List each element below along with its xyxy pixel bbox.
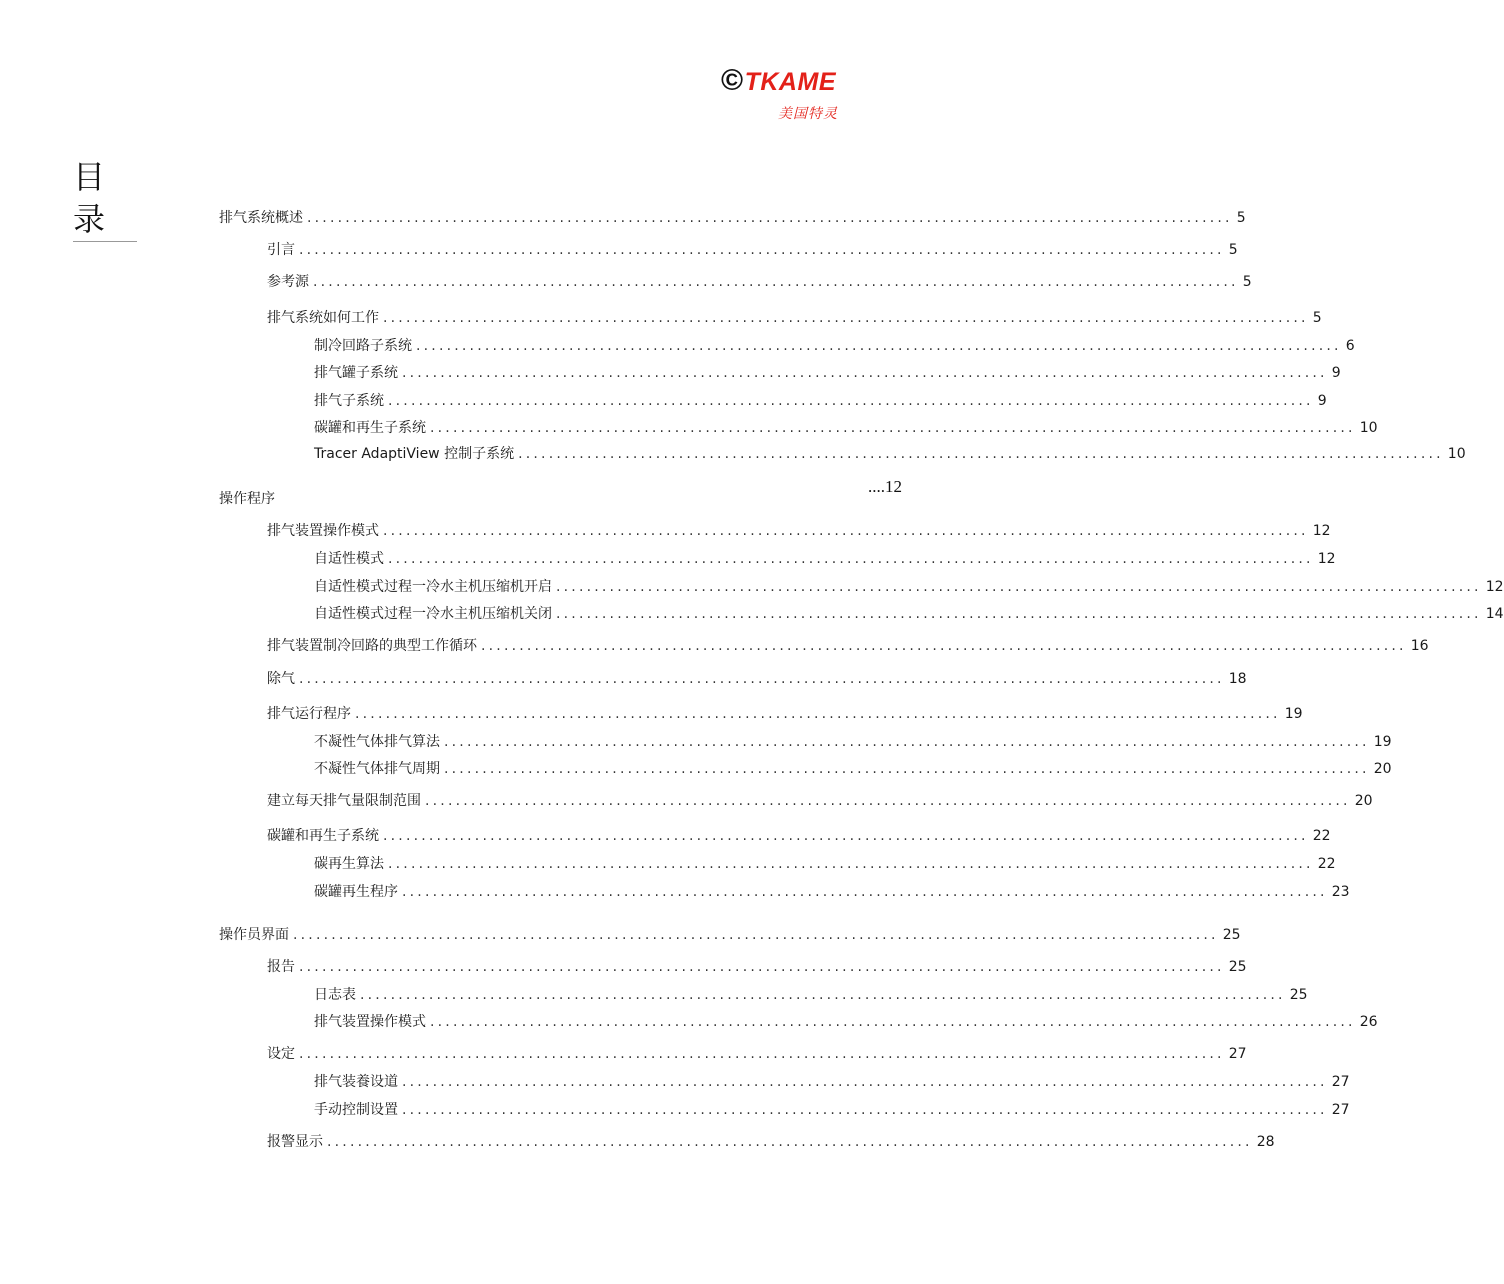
dot-leader: ......................................................................................................................... [299,1046,1225,1062]
toc-entry-label: Tracer AdaptiView 控制子系统 [314,446,515,462]
toc-entry-page: 9 [1331,365,1341,381]
dot-leader: ......................................................................................................................... [425,793,1351,809]
toc-entry-page: 5 [1236,210,1246,226]
toc-entry[interactable] [219,925,1241,945]
toc-entry-page: 28 [1256,1134,1275,1150]
toc-entry[interactable] [219,208,1246,228]
dot-leader: ......................................................................................................................... [388,856,1314,872]
toc-entry-page: 27 [1331,1074,1350,1090]
dot-leader: ......................................................................................................................... [307,210,1233,226]
toc-entry[interactable] [314,391,1327,411]
toc-entry-page: 12 [1317,551,1336,567]
dot-leader: ......................................................................................................................... [293,927,1219,943]
toc-entry-page: 25 [1228,959,1247,975]
dot-leader: ......................................................................................................................... [444,734,1370,750]
toc-entry-page: 14 [1485,606,1504,622]
toc-entry[interactable] [267,272,1252,292]
toc-entry-label: 碳罐和再生子系统 [314,420,426,436]
toc-entry-label: 排气系统如何工作 [267,310,379,326]
toc-entry-page: 6 [1345,338,1355,354]
dot-leader: ......................................................................................................................... [383,523,1309,539]
dot-leader: ......................................................................................................................... [430,1014,1356,1030]
stray-page-number: ....12 [868,477,902,496]
dot-leader: ......................................................................................................................... [402,1074,1328,1090]
toc-entry-label: 操作程序 [219,491,275,507]
dot-leader: ......................................................................................................................... [327,1134,1253,1150]
toc-entry[interactable] [267,521,1331,541]
toc-entry-label: 自适性模式过程一冷水主机压缩机开启 [314,579,552,595]
toc-entry-label: 参考源 [267,274,309,290]
toc-entry-page: 22 [1317,856,1336,872]
toc-entry-page: 18 [1228,671,1247,687]
toc-entry[interactable] [314,1100,1350,1120]
dot-leader: ......................................................................................................................... [388,393,1314,409]
toc-entry-page: 5 [1242,274,1252,290]
dot-leader: ......................................................................................................................... [402,365,1328,381]
toc-entry[interactable] [267,669,1247,689]
toc-entry-page: 22 [1312,828,1331,844]
toc-entry-label: 建立每天排气量限制范围 [267,793,421,809]
toc-entry[interactable] [267,636,1429,656]
dot-leader: ......................................................................................................................... [402,884,1328,900]
toc-entry[interactable] [267,957,1247,977]
toc-entry-page: 12 [1485,579,1504,595]
toc-entry-label: 不凝性气体排气算法 [314,734,440,750]
toc-entry[interactable] [314,759,1392,779]
dot-leader: ......................................................................................................................... [299,959,1225,975]
toc-entry[interactable] [314,732,1392,752]
toc-entry-page: 10 [1359,420,1378,436]
toc-entry-page: 16 [1410,638,1429,654]
toc-entry[interactable] [267,308,1322,328]
toc-entry[interactable] [314,882,1350,902]
dot-leader: ......................................................................................................................... [416,338,1342,354]
toc-entry-label: 排气罐子系统 [314,365,398,381]
toc-entry[interactable] [267,240,1238,260]
toc-entry-page: 20 [1373,761,1392,777]
dot-leader: ......................................................................................................................... [430,420,1356,436]
logo-mark [721,66,836,97]
toc-entry[interactable] [267,1132,1275,1152]
toc-entry-label: 排气装置操作模式 [314,1014,426,1030]
toc-entry-label: 报告 [267,959,295,975]
dot-leader: ......................................................................................................................... [360,987,1286,1003]
toc-entry-label: 排气子系统 [314,393,384,409]
toc-entry-label: 日志表 [314,987,356,1003]
dot-leader: ......................................................................................................................... [388,551,1314,567]
toc-entry-label: 操作员界面 [219,927,289,943]
toc-entry-label: 设定 [267,1046,295,1062]
toc-entry[interactable] [314,1012,1378,1032]
dot-leader: ......................................................................................................................... [402,1102,1328,1118]
toc-entry-page: 27 [1331,1102,1350,1118]
toc-entry-page: 19 [1284,706,1303,722]
logo-brand: TKAME [744,68,836,96]
toc-entry-page: 5 [1228,242,1238,258]
dot-leader: ......................................................................................................................... [556,606,1482,622]
toc-entry-page: 26 [1359,1014,1378,1030]
toc-entry[interactable] [314,363,1341,383]
toc-entry-label: 排气装養设道 [314,1074,398,1090]
dot-leader: ......................................................................................................................... [518,446,1444,462]
dot-leader: ......................................................................................................................... [481,638,1407,654]
dot-leader: ......................................................................................................................... [556,579,1482,595]
toc-entry-page: 12 [1312,523,1331,539]
toc-entry[interactable] [314,854,1336,874]
toc-entry-page: 5 [1312,310,1322,326]
toc-entry-page: 19 [1373,734,1392,750]
toc-entry[interactable] [267,1044,1247,1064]
toc-entry-label: 手动控制设置 [314,1102,398,1118]
toc-entry-label: 引言 [267,242,295,258]
dot-leader: ......................................................................................................................... [299,671,1225,687]
dot-leader: ......................................................................................................................... [299,242,1225,258]
copyright-symbol: © [721,64,744,97]
toc-entry-label: 排气装置操作模式 [267,523,379,539]
dot-leader: ......................................................................................................................... [313,274,1239,290]
dot-leader: ......................................................................................................................... [383,310,1309,326]
toc-entry-label: 排气系统概述 [219,210,303,226]
page-title: 目录 [73,156,137,242]
toc-entry-page: 27 [1228,1046,1247,1062]
toc-entry-page: 25 [1222,927,1241,943]
toc-entry-label: 自适性模式 [314,551,384,567]
dot-leader: ......................................................................................................................... [383,828,1309,844]
toc-entry[interactable] [314,418,1378,438]
toc-entry[interactable] [314,577,1504,597]
toc-entry-label: 排气装置制冷回路的典型工作循环 [267,638,477,654]
toc-entry[interactable] [314,985,1308,1005]
toc-entry-label: 碳罐再生程序 [314,884,398,900]
toc-entry-label: 除气 [267,671,295,687]
toc-entry[interactable] [314,1072,1350,1092]
toc-entry-label: 自适性模式过程一冷水主机压缩机关闭 [314,606,552,622]
toc-entry-label: 报警显示 [267,1134,323,1150]
toc-entry-label: 排气运行程序 [267,706,351,722]
toc-heading[interactable] [219,489,858,509]
toc-entry-label: 不凝性气体排气周期 [314,761,440,777]
dot-leader: ......................................................................................................................... [355,706,1281,722]
toc-entry-label: 碳再生算法 [314,856,384,872]
toc-entry-page: 20 [1354,793,1373,809]
dot-leader: ......................................................................................................................... [444,761,1370,777]
toc-entry[interactable] [267,704,1303,724]
logo-subtitle: 美国特灵 [778,106,838,122]
toc-entry[interactable] [314,336,1355,356]
toc-entry-label: 碳罐和再生子系统 [267,828,379,844]
trane-logo [721,66,836,123]
toc-entry-page: 25 [1289,987,1308,1003]
toc-entry-page: 23 [1331,884,1350,900]
toc-entry[interactable] [314,444,1466,464]
toc-entry-label: 制冷回路子系统 [314,338,412,354]
toc-entry[interactable] [314,549,1336,569]
toc-entry-page: 9 [1317,393,1327,409]
toc-entry[interactable] [267,791,1373,811]
toc-entry-page: 10 [1447,446,1466,462]
toc-entry[interactable] [314,604,1504,624]
toc-entry[interactable] [267,826,1331,846]
